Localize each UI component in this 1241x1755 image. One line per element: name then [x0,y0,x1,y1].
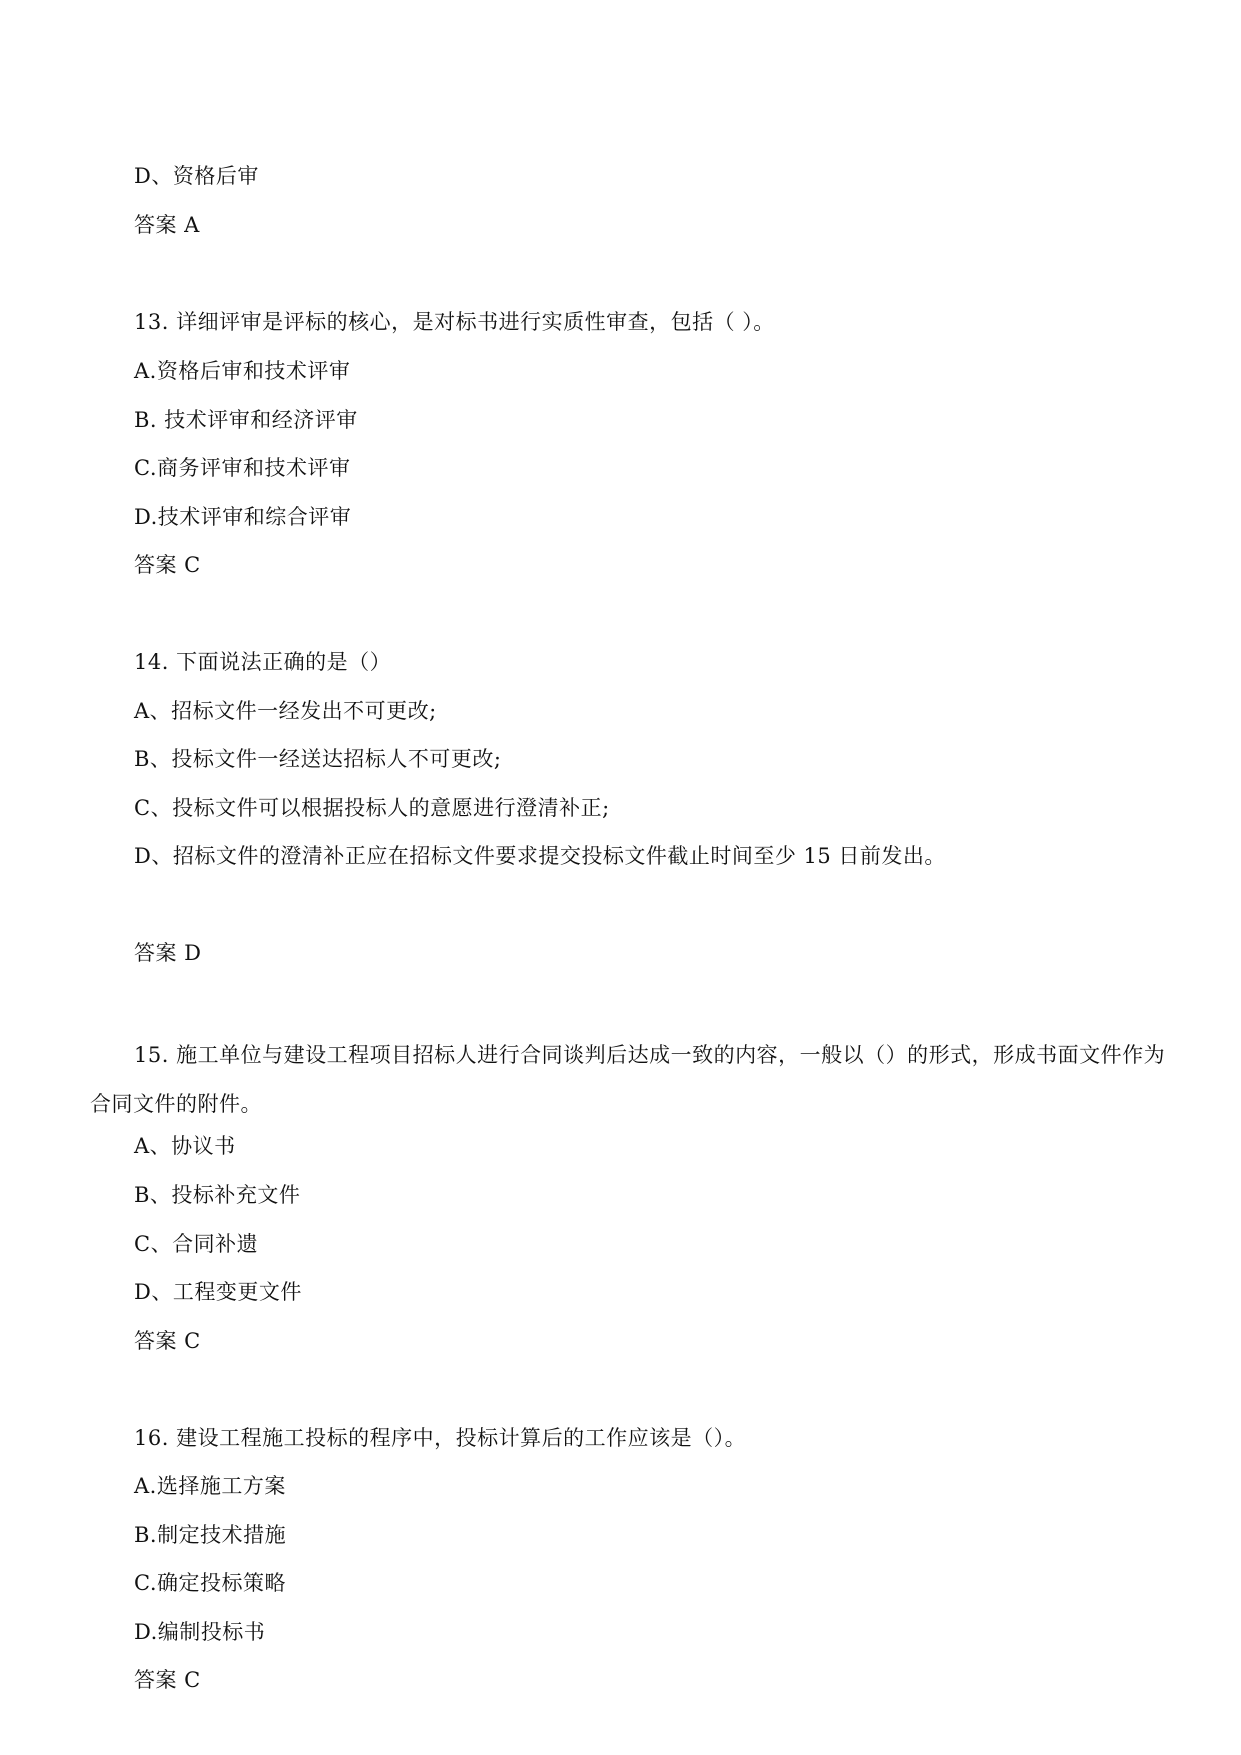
q16-option-d: D.编制投标书 [134,1620,266,1644]
q16-option-c: C.确定投标策略 [134,1571,286,1595]
q16-option-b: B.制定技术措施 [134,1523,287,1547]
q14-option-c: C、投标文件可以根据投标人的意愿进行澄清补正; [134,796,610,820]
q15-option-c: C、合同补遗 [134,1232,259,1256]
q16-answer: 答案 C [134,1668,201,1692]
q15-option-a: A、协议书 [134,1134,236,1158]
q14-question: 14. 下面说法正确的是（） [134,650,392,674]
q15-answer: 答案 C [134,1329,201,1353]
q13-answer: 答案 C [134,553,201,577]
q15-question: 15. 施工单位与建设工程项目招标人进行合同谈判后达成一致的内容，一般以（）的形式，形成书面文件作为合同文件的附件。 [90,1043,1166,1116]
q16-question: 16. 建设工程施工投标的程序中，投标计算后的工作应该是（）。 [134,1426,747,1450]
q15-option-b: B、投标补充文件 [134,1183,301,1207]
prev-answer: 答案 A [134,213,200,237]
q13-question: 13. 详细评审是评标的核心，是对标书进行实质性审查，包括（ ）。 [134,310,775,334]
q13-option-a: A.资格后审和技术评审 [134,359,351,383]
prev-option-d: D、资格后审 [134,164,259,188]
q14-answer: 答案 D [134,941,202,965]
q13-option-d: D.技术评审和综合评审 [134,505,352,529]
q13-option-b: B. 技术评审和经济评审 [134,408,358,432]
q14-option-a: A、招标文件一经发出不可更改; [134,699,437,723]
q16-option-a: A.选择施工方案 [134,1474,286,1498]
q14-option-b: B、投标文件一经送达招标人不可更改; [134,747,502,771]
q13-option-c: C.商务评审和技术评审 [134,456,351,480]
q14-option-d: D、招标文件的澄清补正应在招标文件要求提交投标文件截止时间至少 15 日前发出。 [134,844,946,868]
q15-option-d: D、工程变更文件 [134,1280,302,1304]
